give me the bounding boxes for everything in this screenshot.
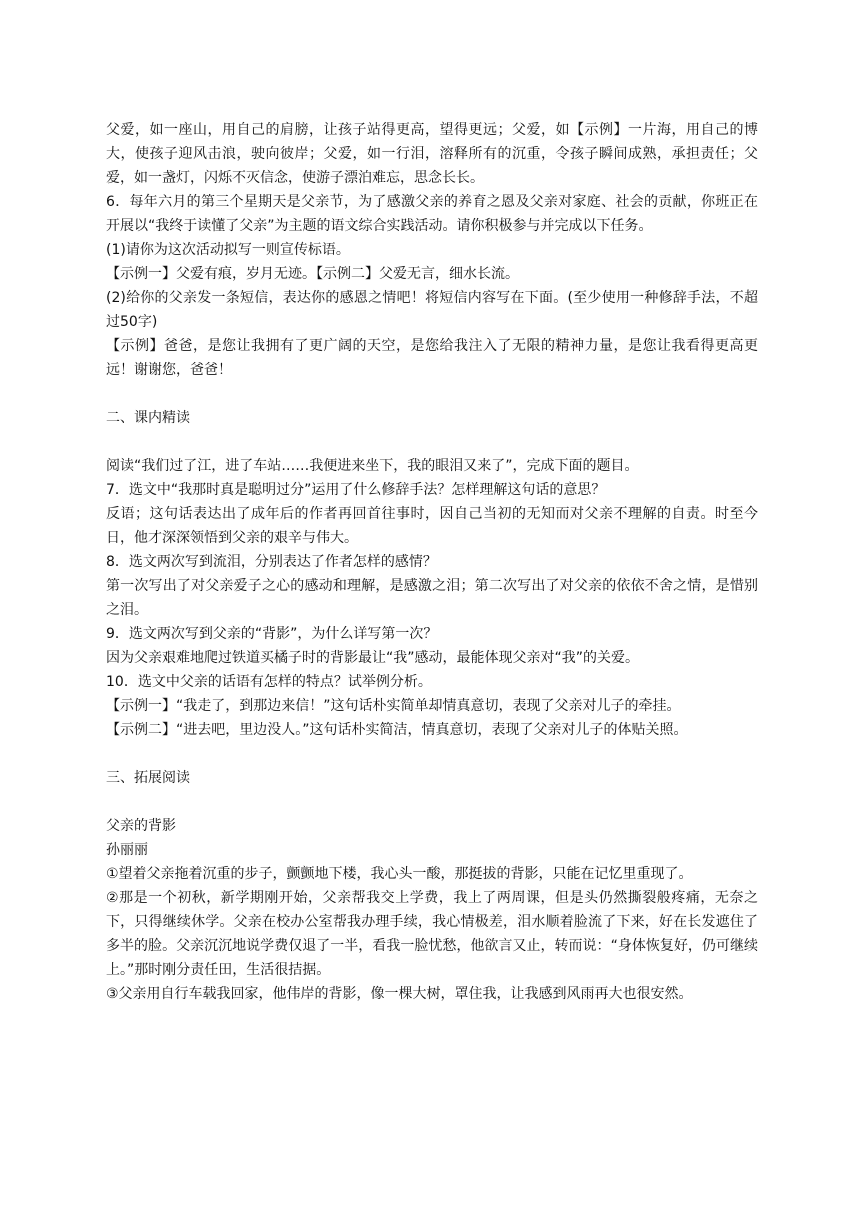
paragraph: 阅读“我们过了江，进了车站……我便进来坐下，我的眼泪又来了”，完成下面的题目。: [106, 458, 639, 474]
paragraph: 【示例】爸爸，是您让我拥有了更广阔的天空，是您给我注入了无限的精神力量，是您让我看得更高更远！谢谢您，爸爸！: [106, 338, 758, 378]
paragraph: 父爱，如一座山，用自己的肩膀，让孩子站得更高，望得更远；父爱，如【示例】一片海，用自己的博大，使孩子迎风击浪，驶向彼岸；父爱，如一行泪，溶释所有的沉重，令孩子瞬间成熟，承担责任；父爱，如一盏灯，闪烁不灭信念，使游子漂泊难忘，思念长长。: [106, 122, 758, 186]
paragraph: 【示例一】父爱有痕，岁月无迹。【示例二】父爱无言，细水长流。: [106, 266, 519, 282]
question-text: 9．选文两次写到父亲的“背影”，为什么详写第一次？: [106, 626, 438, 642]
question-text: 10．选文中父亲的话语有怎样的特点？试举例分析。: [106, 674, 432, 690]
paragraph: 第一次写出了对父亲爱子之心的感动和理解，是感激之泪；第二次写出了对父亲的依依不舍之情，是惜别之泪。: [106, 578, 758, 618]
paragraph-gap: [106, 430, 758, 454]
section-heading: 三、拓展阅读: [106, 770, 190, 786]
paragraph: ③父亲用自行车载我回家，他伟岸的背影，像一棵大树，罩住我，让我感到风雨再大也很安然。: [106, 986, 693, 1002]
paragraph: 因为父亲艰难地爬过铁道买橘子时的背影最让“我”感动，最能体现父亲对“我”的关爱。: [106, 650, 640, 666]
paragraph: 【示例一】“我走了，到那边来信！”这句话朴实简单却情真意切，表现了父亲对儿子的牵挂。: [106, 698, 681, 714]
paragraph: (2)给你的父亲发一条短信，表达你的感恩之情吧！将短信内容写在下面。(至少使用一种修辞手法，不超过50字): [106, 290, 758, 330]
paragraph: (1)请你为这次活动拟写一则宣传标语。: [106, 242, 350, 258]
paragraph: ①望着父亲拖着沉重的步子，颤颤地下楼，我心头一酸，那挺拔的背影，只能在记忆里重现了。: [106, 866, 693, 882]
question-text: 6．每年六月的第三个星期天是父亲节，为了感激父亲的养育之恩及父亲对家庭、社会的贡献，你班正在开展以“我终于读懂了父亲”为主题的语文综合实践活动。请你积极参与并完成以下任务。: [106, 194, 758, 234]
paragraph: 父亲的背影: [106, 818, 176, 834]
question-text: 7．选文中“我那时真是聪明过分”运用了什么修辞手法？怎样理解这句话的意思？: [106, 482, 606, 498]
paragraph: 反语；这句话表达出了成年后的作者再回首往事时，因自己当初的无知而对父亲不理解的自责。时至今日，他才深深领悟到父亲的艰辛与伟大。: [106, 506, 758, 546]
section-heading: 二、课内精读: [106, 410, 190, 426]
paragraph: 【示例二】“进去吧，里边没人。”这句话朴实简洁，情真意切，表现了父亲对儿子的体贴关照。: [106, 722, 688, 738]
paragraph: 孙丽丽: [106, 842, 148, 858]
paragraph-gap: [106, 742, 758, 766]
paragraph-gap: [106, 382, 758, 406]
paragraph: ②那是一个初秋，新学期刚开始，父亲帮我交上学费，我上了两周课，但是头仍然撕裂般疼痛，无奈之下，只得继续休学。父亲在校办公室帮我办理手续，我心情极差，泪水顺着脸流了下来，好在长发遮住了多半的脸。父亲沉沉地说学费仅退了一半，看我一脸忧愁，他欲言又止，转而说：“身体恢复好，仍可继续上。”那时刚分责任田，生活很拮据。: [106, 890, 758, 978]
document-body: [106, 118, 758, 1006]
question-text: 8．选文两次写到流泪，分别表达了作者怎样的感情？: [106, 554, 437, 570]
paragraph-gap: [106, 790, 758, 814]
